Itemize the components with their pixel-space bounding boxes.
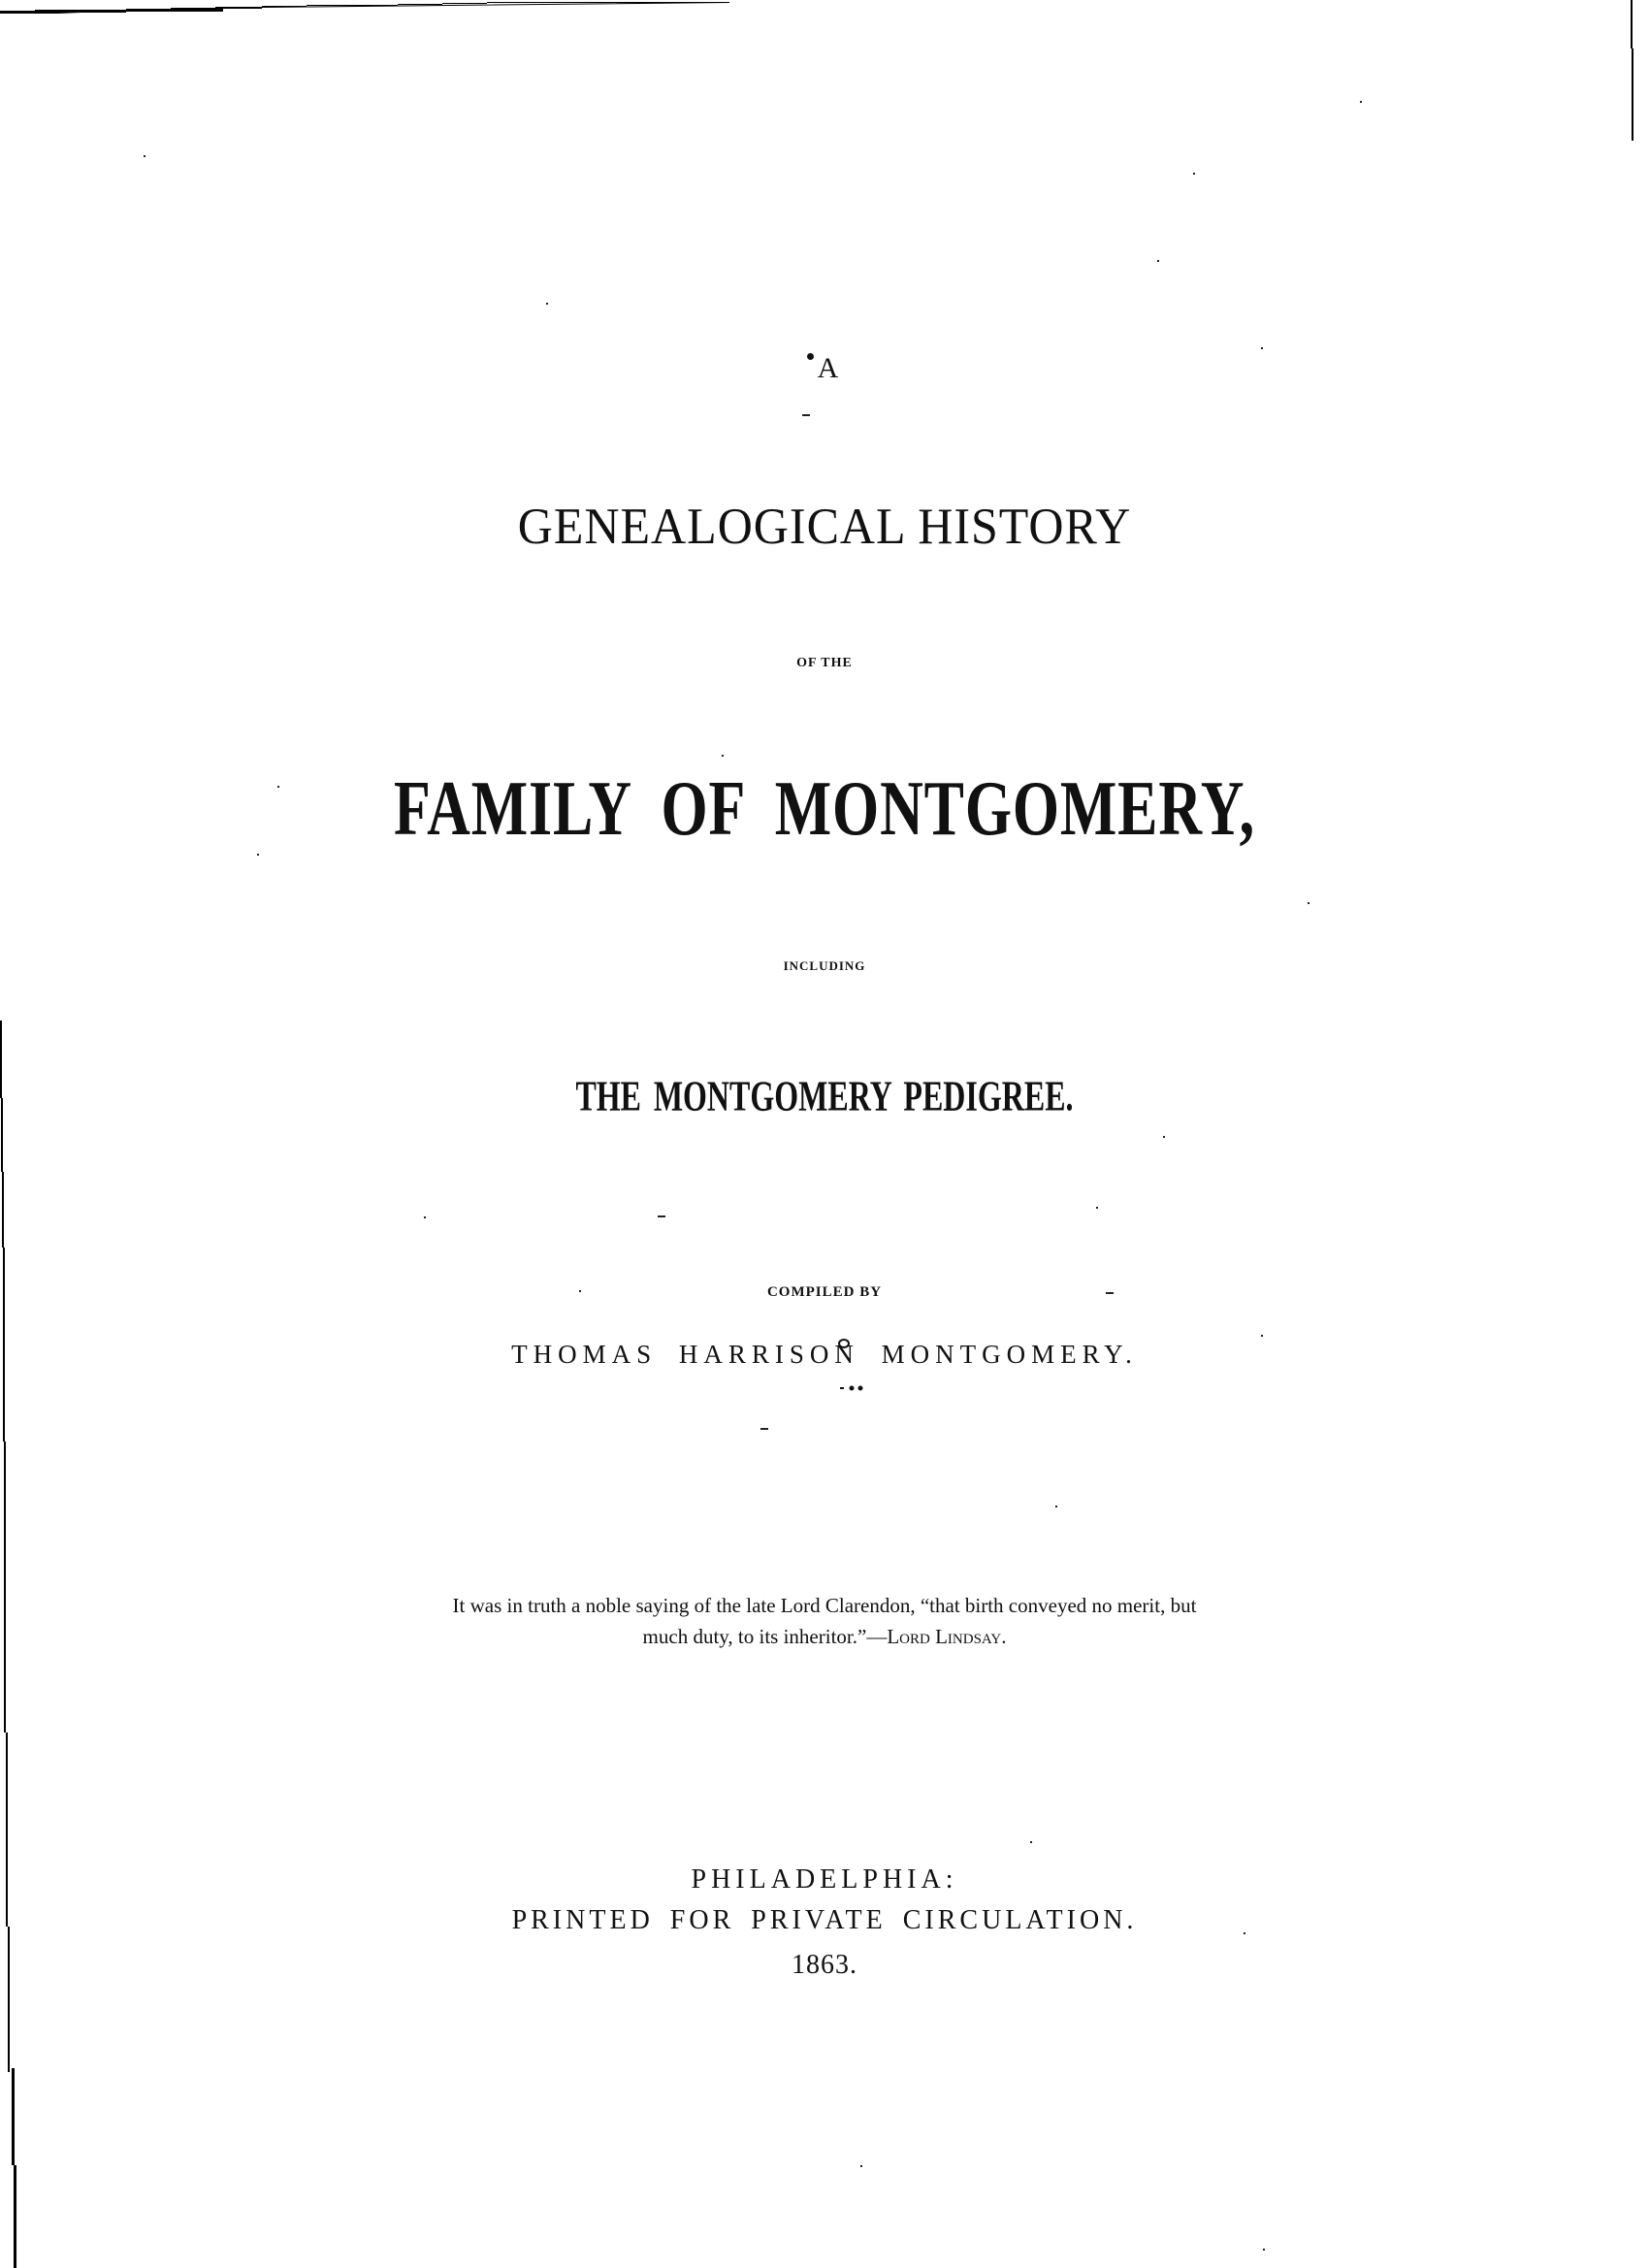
- scan-edge-right-line: [1628, 0, 1637, 141]
- scan-speck: [802, 414, 810, 416]
- scan-speck: [1360, 101, 1362, 103]
- imprint-publisher: PRINTED FOR PRIVATE CIRCULATION.: [511, 1905, 1138, 1935]
- scan-speck: [722, 755, 724, 757]
- imprint-year: 1863.: [792, 1950, 857, 1980]
- compiled-by-label: COMPILED BY: [766, 1284, 883, 1300]
- ink-dot: [807, 353, 814, 360]
- epigraph-text: much duty, to its inheritor.”—: [642, 1625, 888, 1648]
- scan-speck: [1096, 1207, 1098, 1209]
- ink-dots-mark-icon: [840, 1385, 869, 1391]
- title-line-montgomery-pedigree: THE MONTGOMERY PEDIGREE.: [575, 1071, 1074, 1120]
- scan-speck: [144, 155, 146, 157]
- title-line-family-of-montgomery: FAMILY OF MONTGOMERY,: [394, 764, 1255, 852]
- scan-speck: [1308, 902, 1310, 904]
- title-line-genealogical-history: GENEALOGICAL HISTORY: [517, 497, 1132, 555]
- author-name: THOMAS HARRISON MONTGOMERY.: [511, 1340, 1138, 1369]
- scan-speck: [760, 1428, 768, 1430]
- scan-speck: [424, 1216, 426, 1218]
- scan-speck: [1163, 1136, 1165, 1138]
- imprint-place: PHILADELPHIA:: [691, 1864, 958, 1895]
- article-text: A: [817, 352, 839, 384]
- connector-including: INCLUDING: [783, 958, 866, 973]
- scan-speck: [1157, 260, 1159, 262]
- scan-speck: [1193, 173, 1195, 175]
- scan-speck: [1030, 1841, 1032, 1843]
- scan-speck: [1055, 1506, 1057, 1507]
- scan-edge-top-line: [0, 0, 729, 14]
- epigraph-attribution: Lord Lindsay.: [887, 1625, 1007, 1648]
- scan-speck: [546, 303, 548, 305]
- connector-of-the: OF THE: [796, 656, 853, 670]
- epigraph-line-2: [0, 1622, 1649, 1651]
- title-article: [0, 349, 1649, 388]
- epigraph-line-1: It was in truth a noble saying of the late Lord Clarendon, “that birth conveyed no merit, but: [452, 1594, 1197, 1617]
- scan-speck: [860, 2165, 862, 2167]
- scan-speck: [1263, 2249, 1265, 2251]
- scan-speck: [658, 1215, 665, 1217]
